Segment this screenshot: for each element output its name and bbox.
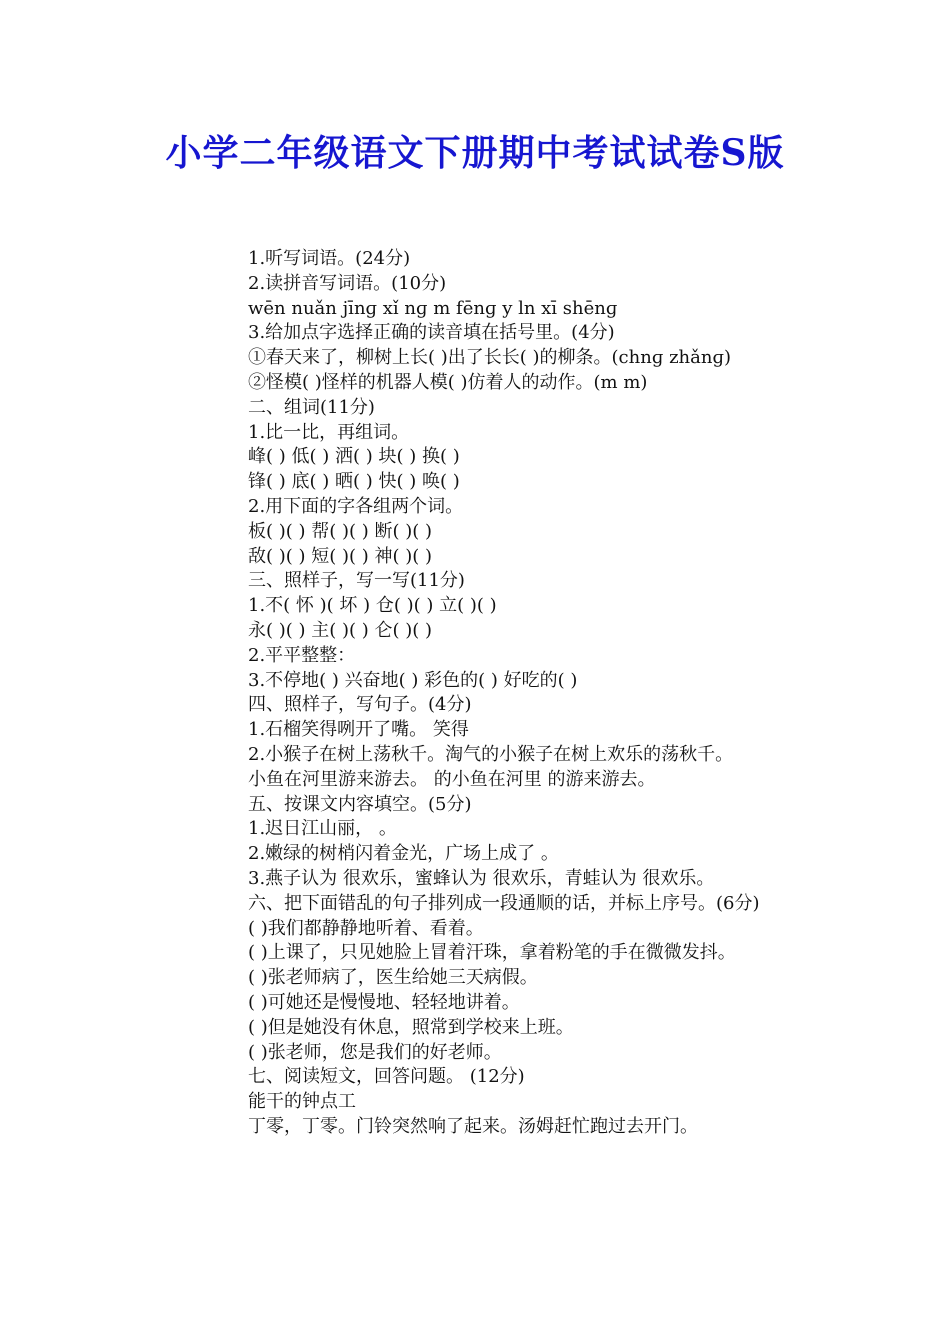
text-line: ①春天来了，柳树上长( )出了长长( )的柳条。(chnɡ zhǎnɡ) xyxy=(248,347,732,369)
text-line: 1.听写词语。(24分) xyxy=(248,248,411,269)
text-line: 1.迟日江山丽， 。 xyxy=(248,818,397,840)
section-heading: 三、照样子，写一写(11分) xyxy=(248,570,465,592)
text-line: 1.不( 怀 )( 坏 ) 仓( )( ) 立( )( ) xyxy=(248,595,497,617)
text-line: 1.比一比，再组词。 xyxy=(248,421,410,443)
pinyin-line: wēn nuǎn jīnɡ xǐ nɡ m fēnɡ y ln xī shēnɡ xyxy=(248,297,618,319)
text-line: ②怪模( )怪样的机器人模( )仿着人的动作。(m m) xyxy=(248,371,648,393)
text-line: 敌( )( ) 短( )( ) 神( )( ) xyxy=(248,545,433,567)
text-line: 丁零，丁零。门铃突然响了起来。汤姆赶忙跑过去开门。 xyxy=(248,1115,698,1137)
document-title: 小学二年级语文下册期中考试试卷S版 xyxy=(165,132,785,174)
text-line: 3.燕子认为 很欢乐，蜜蜂认为 很欢乐，青蛙认为 很欢乐。 xyxy=(248,867,715,889)
section-heading: 二、组词(11分) xyxy=(248,396,375,418)
text-line: 2.平平整整： xyxy=(248,644,356,666)
text-line: 3.不停地( ) 兴奋地( ) 彩色的( ) 好吃的( ) xyxy=(248,669,578,691)
text-line: 峰( ) 低( ) 洒( ) 块( ) 换( ) xyxy=(248,446,460,468)
text-line: 2.小猴子在树上荡秋千。淘气的小猴子在树上欢乐的荡秋千。 xyxy=(248,743,734,765)
section-heading: 五、按课文内容填空。(5分) xyxy=(248,793,472,815)
text-line: 小鱼在河里游来游去。 的小鱼在河里 的游来游去。 xyxy=(248,768,656,790)
text-line: ( )张老师病了，医生给她三天病假。 xyxy=(248,967,538,989)
text-line: 2.用下面的字各组两个词。 xyxy=(248,495,464,517)
text-line: 2.读拼音写词语。(10分) xyxy=(248,272,447,294)
document-body xyxy=(145,247,810,1140)
text-line: ( )上课了，只见她脸上冒着汗珠，拿着粉笔的手在微微发抖。 xyxy=(248,942,736,964)
passage-title: 能干的钟点工 xyxy=(248,1091,356,1113)
section-heading: 四、照样子，写句子。(4分) xyxy=(248,694,472,716)
text-line: 板( )( ) 帮( )( ) 断( )( ) xyxy=(248,520,433,542)
section-heading: 七、阅读短文，回答问题。 (12分) xyxy=(248,1066,525,1088)
text-line: ( )可她还是慢慢地、轻轻地讲着。 xyxy=(248,991,520,1013)
text-line: 锋( ) 底( ) 晒( ) 快( ) 唤( ) xyxy=(248,471,460,493)
text-line: 永( )( ) 主( )( ) 仑( )( ) xyxy=(248,619,433,641)
text-line: 1.石榴笑得咧开了嘴。 笑得 xyxy=(248,719,469,741)
text-line: ( )但是她没有休息，照常到学校来上班。 xyxy=(248,1016,574,1038)
section-heading: 六、把下面错乱的句子排列成一段通顺的话，并标上序号。(6分) xyxy=(248,892,760,914)
text-line: ( )我们都静静地听着、看着。 xyxy=(248,917,484,939)
text-line: 3.给加点字选择正确的读音填在括号里。(4分) xyxy=(248,322,615,344)
text-line: ( )张老师，您是我们的好老师。 xyxy=(248,1041,502,1063)
text-line: 2.嫩绿的树梢闪着金光，广场上成了 。 xyxy=(248,843,559,865)
